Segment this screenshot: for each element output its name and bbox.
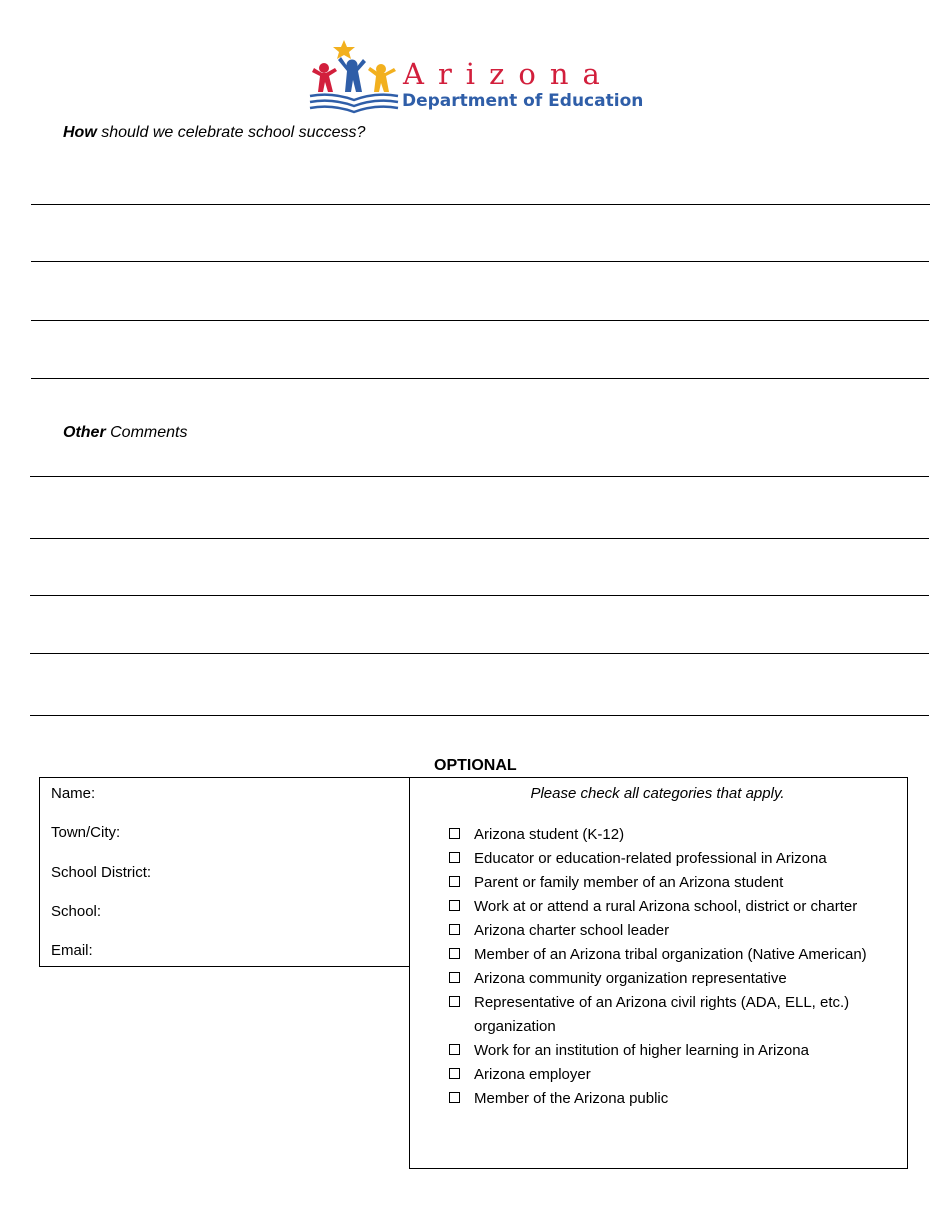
logo-wordmark: Arizona <box>403 57 614 91</box>
comments-line-1[interactable] <box>30 476 929 477</box>
celebrate-answer-line-2[interactable] <box>31 261 929 262</box>
checkbox[interactable] <box>449 972 460 983</box>
category-label: Parent or family member of an Arizona student <box>474 874 784 891</box>
comments-line-4[interactable] <box>30 653 929 654</box>
school-field[interactable]: School: <box>51 903 102 920</box>
ade-logo <box>308 38 644 116</box>
name-field[interactable]: Name: <box>51 785 96 802</box>
checkbox[interactable] <box>449 876 460 887</box>
category-checklist <box>449 823 899 1111</box>
checkbox[interactable] <box>449 996 460 1007</box>
comments-prompt <box>63 424 187 442</box>
checkbox[interactable] <box>449 1068 460 1079</box>
checkbox[interactable] <box>449 924 460 935</box>
comments-line-3[interactable] <box>30 595 929 596</box>
children-book-icon <box>308 38 400 116</box>
comments-line-2[interactable] <box>30 538 929 539</box>
optional-heading: OPTIONAL <box>434 757 517 774</box>
category-item[interactable] <box>449 871 899 895</box>
category-label: Educator or education-related professional in Arizona <box>474 850 827 867</box>
celebrate-answer-line-1[interactable] <box>31 204 930 205</box>
category-item[interactable] <box>449 991 899 1039</box>
category-label: Arizona community organization representative <box>474 970 787 987</box>
category-item[interactable] <box>449 919 899 943</box>
town-city-field[interactable]: Town/City: <box>51 824 121 841</box>
celebrate-prompt-text: should we celebrate school success? <box>96 124 366 141</box>
celebrate-prompt-emphasis: How <box>63 124 97 141</box>
category-label: Member of the Arizona public <box>474 1090 669 1107</box>
category-item[interactable] <box>449 1087 899 1111</box>
category-label: Representative of an Arizona civil rights (ADA, ELL, etc.) organization <box>474 994 850 1035</box>
categories-instruction: Please check all categories that apply. <box>530 785 785 802</box>
category-item[interactable] <box>449 1039 899 1063</box>
comments-prompt-text: Comments <box>105 424 188 441</box>
checkbox[interactable] <box>449 852 460 863</box>
category-item[interactable] <box>449 823 899 847</box>
logo-subtitle: Department of Education <box>402 91 644 111</box>
category-label: Member of an Arizona tribal organization (Native American) <box>474 946 867 963</box>
checkbox[interactable] <box>449 1092 460 1103</box>
category-item[interactable] <box>449 943 899 967</box>
category-item[interactable] <box>449 847 899 871</box>
category-item[interactable] <box>449 1063 899 1087</box>
comments-prompt-emphasis: Other <box>63 424 106 441</box>
email-field[interactable]: Email: <box>51 942 93 959</box>
checkbox[interactable] <box>449 1044 460 1055</box>
checkbox[interactable] <box>449 948 460 959</box>
category-label: Arizona student (K-12) <box>474 826 625 843</box>
category-label: Arizona charter school leader <box>474 922 670 939</box>
category-item[interactable] <box>449 895 899 919</box>
comments-line-5[interactable] <box>30 715 929 716</box>
celebrate-prompt <box>63 124 365 142</box>
category-label: Arizona employer <box>474 1066 591 1083</box>
celebrate-answer-line-4[interactable] <box>31 378 929 379</box>
category-label: Work at or attend a rural Arizona school, district or charter <box>474 898 858 915</box>
celebrate-answer-line-3[interactable] <box>31 320 929 321</box>
checkbox[interactable] <box>449 828 460 839</box>
checkbox[interactable] <box>449 900 460 911</box>
category-item[interactable] <box>449 967 899 991</box>
category-label: Work for an institution of higher learning in Arizona <box>474 1042 809 1059</box>
school-district-field[interactable]: School District: <box>51 864 152 881</box>
